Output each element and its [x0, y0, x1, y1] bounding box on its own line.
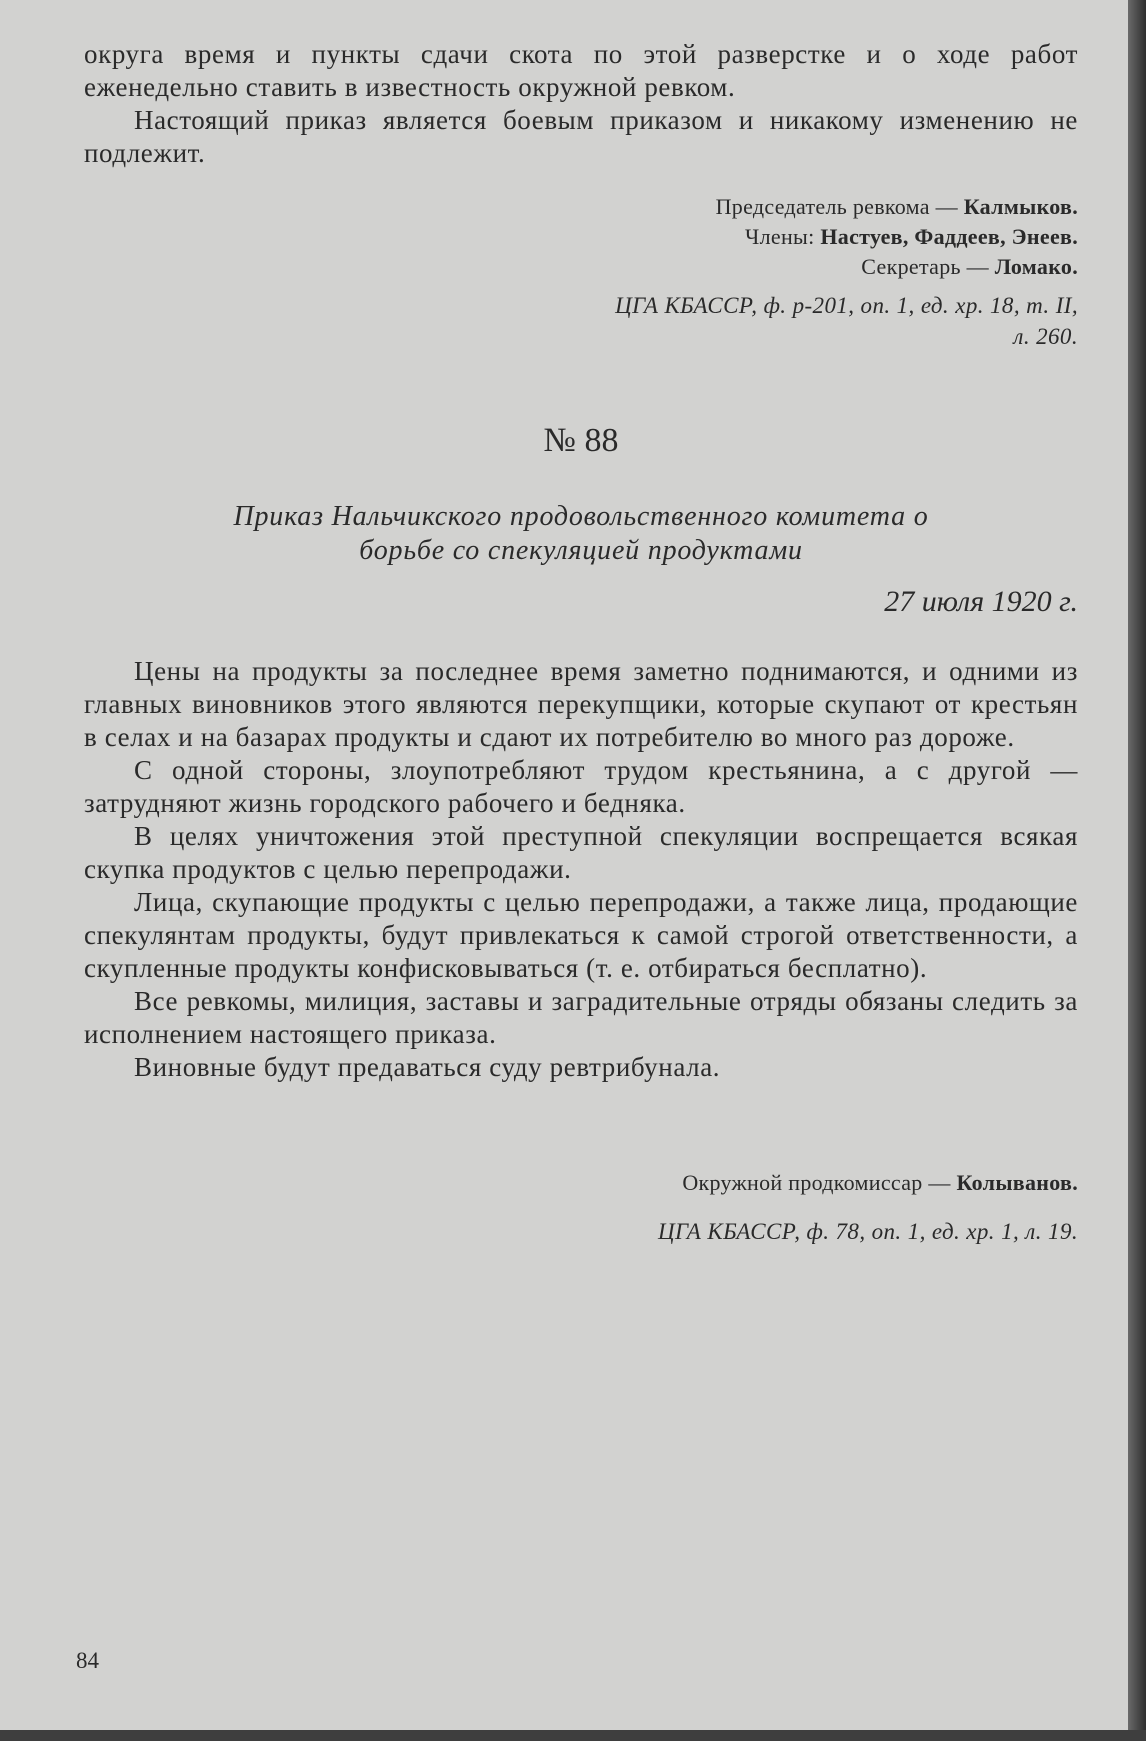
signature-line-secretary: [84, 252, 1078, 282]
prev-order-archive-ref: [84, 290, 1078, 352]
body-paragraph-1: Цены на продукты за последнее время заметно поднимаются, и одними из главных виновников этого являются перекупщики, которые скупают от крестьян в селах и на базарах продукты и сдают их потребителю во много раз дороже.: [84, 656, 1078, 752]
prev-order-paragraph-1: округа время и пункты сдачи скота по этой разверстке и о ходе работ еженедельно ставить в известность окружной ревком.: [84, 39, 1078, 102]
prev-order-paragraph-2: Настоящий приказ является боевым приказом и никакому изменению не подлежит.: [84, 105, 1078, 168]
signature-role: Окружной продкомиссар —: [682, 1170, 951, 1195]
body-paragraph-3: В целях уничтожения этой преступной спекуляции воспрещается всякая скупка продуктов с целью перепродажи.: [84, 821, 1078, 884]
signature-line-chairman: [84, 192, 1078, 222]
body-paragraph-4: Лица, скупающие продукты с целью перепродажи, а также лица, продающие спекулянтам продукты, будут привлекаться к самой строгой ответственности, а скупленные продукты конфисковываться (т. е. отбираться бесплатно).: [84, 887, 1078, 983]
signature-names: Калмыков.: [963, 194, 1078, 219]
document-date: 27 июля 1920 г.: [884, 585, 1078, 618]
document-body: [84, 655, 1078, 1084]
document-title-line-2: борьбе со спекуляцией продуктами: [359, 535, 803, 566]
document-archive-ref: ЦГА КБАССР, ф. 78, оп. 1, ед. хр. 1, л. 19.: [658, 1219, 1078, 1244]
page-bottom-edge: [0, 1730, 1146, 1741]
signature-role: Члены:: [745, 224, 815, 249]
document-number: № 88: [543, 422, 619, 459]
page-number: 84: [76, 1648, 99, 1673]
prev-order-text: [84, 38, 1078, 170]
signature-names: Настуев, Фаддеев, Энеев.: [820, 224, 1078, 249]
signature-names: Колыванов.: [956, 1170, 1078, 1195]
signature-role: Секретарь —: [861, 254, 989, 279]
body-paragraph-6: Виновные будут предаваться суду ревтрибунала.: [134, 1052, 721, 1082]
body-paragraph-5: Все ревкомы, милиция, заставы и заградительные отряды обязаны следить за исполнением настоящего приказа.: [84, 986, 1078, 1049]
document-title: [84, 500, 1078, 568]
archive-ref-line-2: л. 260.: [1013, 324, 1078, 349]
page-edge-shadow: [1128, 0, 1146, 1741]
signature-line-members: [84, 222, 1078, 252]
prev-order-signatures: [84, 192, 1078, 282]
signature-names: Ломако.: [994, 254, 1078, 279]
document-title-line-1: Приказ Нальчикского продовольственного комитета о: [233, 501, 929, 532]
body-paragraph-2: С одной стороны, злоупотребляют трудом крестьянина, а с другой — затрудняют жизнь городского рабочего и бедняка.: [84, 755, 1078, 818]
archive-ref-line-1: ЦГА КБАССР, ф. р-201, оп. 1, ед. хр. 18, т. II,: [615, 293, 1078, 318]
document-signature: [84, 1168, 1078, 1198]
signature-role: Председатель ревкома —: [715, 194, 958, 219]
